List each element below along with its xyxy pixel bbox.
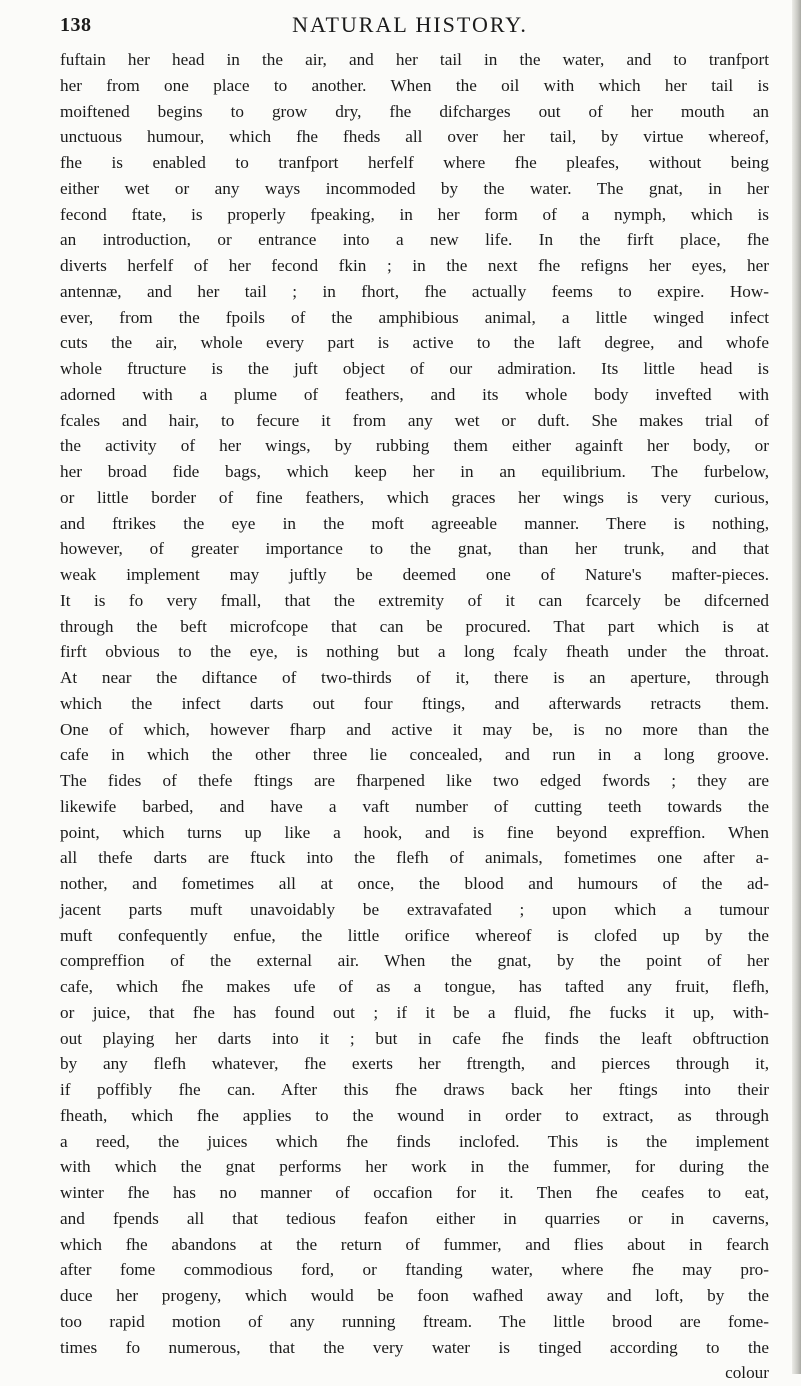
text-line: or little border of fine feathers, which graces her wings is very curious, (60, 487, 769, 507)
text-line: fheath, which fhe applies to the wound in order to extract, as through (60, 1105, 769, 1125)
text-line: whole ftructure is the juft object of our admiration. Its little head is (60, 359, 769, 378)
page-header (60, 10, 760, 40)
text-line: through the beft microfcope that can be procured. That part which is at (60, 616, 769, 636)
text-line: moiftened begins to grow dry, fhe difcharges out of her mouth an (60, 101, 769, 121)
text-line: with which the gnat performs her work in the fummer, for during the (60, 1157, 769, 1177)
text-line: either wet or any ways incommoded by the water. The gnat, in her (60, 178, 769, 198)
text-line: unctuous humour, which fhe fheds all over her tail, by virtue whereof, (60, 127, 769, 147)
text-line: an introduction, or entrance into a new life. In the firft place, fhe (60, 230, 769, 250)
text-line: which fhe abandons at the return of fummer, and flies about in fearch (60, 1234, 769, 1254)
text-line: One of which, however fharp and active it may be, is no more than the (60, 719, 769, 739)
text-line: It is fo very fmall, that the extremity of it can fcarcely be difcerned (60, 590, 769, 610)
text-line: her from one place to another. When the oil with which her tail is (60, 75, 769, 95)
text-line: firft obvious to the eye, is nothing but a long fcaly fheath under the throat. (60, 642, 769, 662)
text-line: colour (725, 1363, 769, 1383)
body-text (60, 47, 769, 1386)
text-line: muft confequently enfue, the little orifice whereof is clofed up by the (60, 925, 769, 945)
text-line: antennæ, and her tail ; in fhort, fhe actually feems to expire. How- (60, 281, 769, 301)
text-line: jacent parts muft unavoidably be extravafated ; upon which a tumour (60, 899, 769, 919)
text-line: the activity of her wings, by rubbing them either againft her body, or (60, 436, 769, 456)
text-line: or juice, that fhe has found out ; if it be a fluid, fhe fucks it up, with- (60, 1002, 769, 1022)
text-line: times fo numerous, that the very water is tinged according to the (60, 1337, 769, 1357)
scanned-page-edge (792, 0, 801, 1374)
text-line: her broad fide bags, which keep her in an equilibrium. The furbelow, (60, 462, 769, 481)
text-line: too rapid motion of any running ftream. The little brood are fome- (60, 1311, 769, 1331)
text-line: cafe, which fhe makes ufe of as a tongue, has tafted any fruit, flefh, (60, 977, 769, 996)
text-line: by any flefh whatever, fhe exerts her ftrength, and pierces through it, (60, 1054, 769, 1074)
text-line: if poffibly fhe can. After this fhe draws back her ftings into their (60, 1080, 769, 1099)
text-line: and fpends all that tedious feafon either in quarries or in caverns, (60, 1208, 769, 1228)
text-line: after fome commodious ford, or ftanding water, where fhe may pro- (60, 1260, 769, 1280)
text-line: At near the diftance of two-thirds of it, there is an aperture, through (60, 668, 769, 687)
text-line: out playing her darts into it ; but in cafe fhe finds the leaft obftruction (60, 1028, 769, 1048)
text-line: all thefe darts are ftuck into the flefh of animals, fometimes one after a- (60, 848, 769, 868)
text-line: point, which turns up like a hook, and is fine beyond expreffion. When (60, 822, 769, 842)
text-line: winter fhe has no manner of occafion for it. Then fhe ceafes to eat, (60, 1183, 769, 1202)
text-line: a reed, the juices which fhe finds inclofed. This is the implement (60, 1131, 769, 1151)
text-line: cafe in which the other three lie concealed, and run in a long groove. (60, 745, 769, 765)
text-line: fuftain her head in the air, and her tail in the water, and to tranfport (60, 50, 769, 69)
text-line: which the infect darts out four ftings, and afterwards retracts them. (60, 693, 769, 713)
text-line: fhe is enabled to tranfport herfelf where fhe pleafes, without being (60, 153, 769, 172)
text-line: ever, from the fpoils of the amphibious animal, a little winged infect (60, 307, 769, 327)
text-line: fcales and hair, to fecure it from any wet or duft. She makes trial of (60, 410, 769, 430)
text-line: and ftrikes the eye in the moft agreeable manner. There is nothing, (60, 513, 769, 533)
text-line: duce her progeny, which would be foon wafhed away and loft, by the (60, 1286, 769, 1305)
running-head: NATURAL HISTORY. (292, 12, 528, 37)
page-number: 138 (60, 14, 92, 36)
text-line: likewife barbed, and have a vaft number of cutting teeth towards the (60, 796, 769, 816)
text-line: fecond ftate, is properly fpeaking, in her form of a nymph, which is (60, 204, 769, 224)
text-line: nother, and fometimes all at once, the blood and humours of the ad- (60, 874, 769, 893)
text-line: The fides of thefe ftings are fharpened like two edged fwords ; they are (60, 771, 769, 790)
text-line: weak implement may juftly be deemed one of Nature's mafter-pieces. (60, 565, 769, 584)
text-line: cuts the air, whole every part is active to the laft degree, and whofe (60, 333, 769, 353)
text-line: diverts herfelf of her fecond fkin ; in the next fhe refigns her eyes, her (60, 256, 769, 275)
text-line: compreffion of the external air. When the gnat, by the point of her (60, 951, 769, 971)
text-line: adorned with a plume of feathers, and its whole body invefted with (60, 384, 769, 404)
text-line: however, of greater importance to the gnat, than her trunk, and that (60, 539, 769, 559)
